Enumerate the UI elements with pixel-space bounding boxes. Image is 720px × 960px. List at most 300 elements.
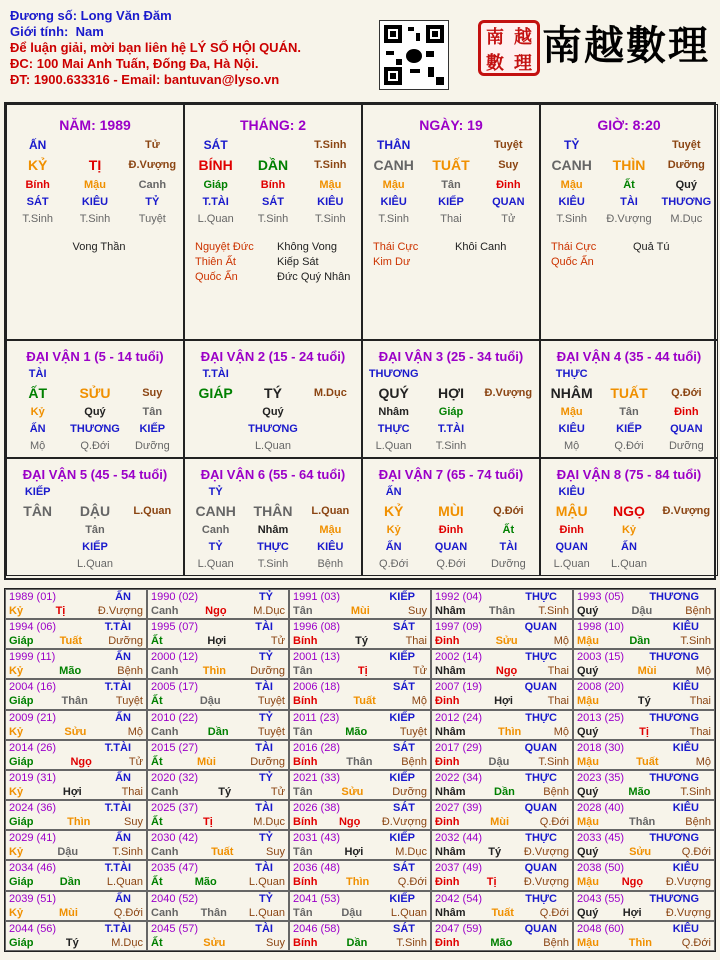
pillar-title: NĂM: 1989 bbox=[59, 117, 131, 133]
year-label: 2043 (55) bbox=[577, 892, 625, 905]
year-stem: Đinh bbox=[435, 816, 460, 829]
year-branch: Hợi bbox=[344, 846, 364, 859]
year-stem: Bính bbox=[293, 936, 318, 949]
year-god: KIÊU bbox=[672, 741, 699, 754]
year-branch: Thân bbox=[488, 605, 516, 617]
hidden-god: SÁT bbox=[261, 196, 284, 208]
year-phase: Mộ bbox=[695, 665, 711, 678]
hidden-phase: Tuyệt bbox=[138, 213, 166, 225]
year-branch: Mão bbox=[194, 876, 217, 889]
stem-branch: CANH bbox=[551, 157, 592, 173]
dv-hidden-god bbox=[658, 539, 715, 556]
dv-hidden-god bbox=[480, 421, 537, 438]
stem-branch: TUẤT bbox=[432, 157, 470, 173]
year-cell[interactable] bbox=[289, 710, 431, 740]
year-label: 2048 (60) bbox=[577, 922, 625, 935]
year-cell[interactable] bbox=[573, 830, 715, 860]
year-branch: Mùi bbox=[637, 665, 657, 678]
year-phase: Q.Đới bbox=[539, 816, 569, 829]
year-branch: Sửu bbox=[629, 846, 652, 859]
year-branch: Thìn bbox=[498, 725, 522, 738]
year-cell[interactable] bbox=[147, 619, 289, 649]
god-label bbox=[244, 137, 301, 154]
dv-hidden-stem: Nhâm bbox=[257, 524, 289, 536]
year-phase: Tử bbox=[128, 755, 143, 768]
year-stem: Kỷ bbox=[9, 785, 24, 798]
year-label: 2003 (15) bbox=[577, 651, 625, 664]
year-branch: Thân bbox=[61, 695, 88, 708]
star-label: Quốc Ấn bbox=[551, 256, 594, 268]
year-phase: Thai bbox=[121, 785, 143, 798]
year-cell[interactable] bbox=[147, 860, 289, 890]
year-label: 1993 (05) bbox=[577, 591, 625, 603]
year-stem: Bính bbox=[293, 695, 318, 708]
dv-hidden-stem: Tân bbox=[619, 406, 639, 418]
dv-branch: TUẤT bbox=[610, 385, 648, 401]
year-stem: Tân bbox=[293, 725, 313, 738]
dai-van-cell[interactable] bbox=[540, 340, 718, 458]
year-label: 2040 (52) bbox=[151, 892, 199, 905]
dai-van-title: ĐẠI VẬN 2 (15 - 24 tuổi) bbox=[200, 349, 346, 364]
year-phase: Bệnh bbox=[117, 665, 143, 678]
year-cell[interactable] bbox=[431, 860, 573, 890]
year-phase: Đ.Vượng bbox=[381, 816, 427, 829]
year-cell[interactable] bbox=[5, 860, 147, 890]
year-god: THƯƠNG bbox=[649, 651, 699, 664]
year-god: THỰC bbox=[525, 651, 557, 664]
year-stem: Bính bbox=[293, 876, 318, 889]
year-branch: Mùi bbox=[350, 605, 370, 617]
year-branch: Ngọ bbox=[70, 755, 92, 768]
year-label: 2021 (33) bbox=[293, 771, 341, 784]
year-cell[interactable] bbox=[289, 679, 431, 709]
year-cell[interactable] bbox=[5, 679, 147, 709]
year-label: 2044 (56) bbox=[9, 922, 57, 935]
dv-hidden-phase: Mộ bbox=[564, 440, 580, 452]
dv-god bbox=[66, 366, 123, 383]
dv-god: ẤN bbox=[385, 486, 402, 498]
phase-label: Dưỡng bbox=[667, 159, 705, 171]
year-branch: Hợi bbox=[62, 785, 82, 798]
year-cell[interactable] bbox=[147, 800, 289, 830]
year-stem: Nhâm bbox=[435, 906, 466, 919]
year-phase: Dưỡng bbox=[392, 785, 427, 798]
hidden-stem: Bính bbox=[260, 179, 286, 191]
year-cell[interactable] bbox=[431, 770, 573, 800]
dv-hidden-stem bbox=[480, 404, 537, 421]
year-cell[interactable] bbox=[289, 860, 431, 890]
hidden-god: T.TÀI bbox=[202, 196, 229, 208]
year-stem: Tân bbox=[293, 846, 313, 859]
year-label: 2032 (44) bbox=[435, 832, 483, 845]
year-stem: Tân bbox=[293, 605, 313, 617]
year-branch: Ngọ bbox=[205, 605, 227, 617]
dv-god bbox=[66, 484, 123, 501]
year-cell[interactable] bbox=[289, 770, 431, 800]
dai-van-cell[interactable] bbox=[6, 458, 184, 576]
year-god: TỶ bbox=[258, 651, 273, 664]
year-stem: Canh bbox=[151, 906, 179, 919]
dv-hidden-phase bbox=[124, 556, 181, 573]
dv-hidden-stem: Nhâm bbox=[378, 406, 409, 418]
year-phase: Thai bbox=[689, 695, 711, 708]
year-god: KIÊU bbox=[672, 681, 699, 694]
year-cell[interactable] bbox=[147, 740, 289, 770]
dv-hidden-god: ẤN bbox=[385, 541, 402, 553]
dv-hidden-god: QUAN bbox=[555, 541, 588, 553]
contact-line-3: ĐT: 1900.633316 - Email: bantuvan@lyso.vn bbox=[10, 72, 280, 87]
year-phase: Q.Đới bbox=[681, 846, 711, 859]
year-cell[interactable] bbox=[573, 619, 715, 649]
year-god: THƯƠNG bbox=[649, 892, 699, 905]
dv-branch: MÙI bbox=[438, 503, 464, 519]
year-cell[interactable] bbox=[289, 589, 431, 619]
star-label: Đức Quý Nhân bbox=[277, 271, 351, 283]
year-phase: Tuyệt bbox=[115, 695, 143, 708]
year-cell[interactable] bbox=[5, 740, 147, 770]
year-phase: Thai bbox=[547, 665, 569, 678]
year-phase: Bệnh bbox=[543, 785, 569, 798]
year-cell[interactable] bbox=[147, 589, 289, 619]
year-label: 1992 (04) bbox=[435, 591, 483, 603]
pillar-title: THÁNG: 2 bbox=[239, 117, 307, 133]
dv-branch: TÝ bbox=[264, 385, 282, 401]
year-cell[interactable] bbox=[147, 649, 289, 679]
year-god: TÀI bbox=[255, 862, 273, 875]
year-god: KIÊU bbox=[672, 621, 699, 634]
contact-line-2: ĐC: 100 Mai Anh Tuấn, Đống Đa, Hà Nội. bbox=[10, 56, 259, 71]
dv-god bbox=[124, 484, 181, 501]
year-cell[interactable] bbox=[289, 830, 431, 860]
dai-van-cell[interactable] bbox=[362, 340, 540, 458]
dv-hidden-god: KIÊU bbox=[558, 423, 585, 435]
year-label: 2033 (45) bbox=[577, 832, 625, 845]
hidden-god: KIÊU bbox=[558, 196, 585, 208]
year-stem: Ất bbox=[151, 695, 163, 708]
pillar-cell bbox=[540, 104, 718, 340]
year-phase: Đ.Vượng bbox=[665, 876, 711, 889]
year-cell[interactable] bbox=[5, 830, 147, 860]
year-label: 2024 (36) bbox=[9, 802, 57, 815]
year-cell[interactable] bbox=[431, 710, 573, 740]
dv-god: TÀI bbox=[28, 368, 47, 380]
year-branch: Tuất bbox=[636, 755, 659, 768]
year-stem: Quý bbox=[577, 725, 599, 738]
year-phase: Đ.Vượng bbox=[523, 846, 569, 859]
year-stem: Mậu bbox=[577, 695, 599, 708]
dv-god bbox=[302, 366, 359, 383]
year-god: SÁT bbox=[393, 621, 415, 634]
year-stem: Nhâm bbox=[435, 846, 466, 859]
year-god: ẤN bbox=[115, 591, 131, 603]
stem-branch: CANH bbox=[373, 157, 414, 173]
dv-branch: HỢI bbox=[438, 385, 464, 401]
year-branch: Sửu bbox=[64, 725, 87, 738]
year-label: 2030 (42) bbox=[151, 832, 199, 845]
year-cell[interactable] bbox=[289, 800, 431, 830]
year-stem: Đinh bbox=[435, 635, 460, 648]
year-cell[interactable] bbox=[289, 891, 431, 921]
dv-god bbox=[244, 484, 301, 501]
year-cell[interactable] bbox=[289, 921, 431, 951]
year-stem: Tân bbox=[293, 906, 313, 919]
god-label: T.Sinh bbox=[314, 139, 347, 151]
year-god: KIẾP bbox=[389, 771, 415, 784]
year-god: TÀI bbox=[255, 621, 273, 634]
year-branch: Sửu bbox=[203, 936, 226, 949]
year-branch: Mão bbox=[345, 725, 368, 738]
year-stem: Canh bbox=[151, 725, 179, 738]
year-cell[interactable] bbox=[573, 649, 715, 679]
year-stem: Quý bbox=[577, 605, 599, 617]
dv-hidden-phase: Bệnh bbox=[317, 558, 344, 570]
hidden-phase: T.Sinh bbox=[556, 213, 587, 225]
god-label: Tuyệt bbox=[672, 139, 701, 151]
hidden-stem: Ất bbox=[623, 179, 635, 191]
year-phase: Tử bbox=[412, 665, 427, 678]
dv-hidden-god: KIẾP bbox=[82, 541, 108, 553]
year-phase: Đ.Vượng bbox=[523, 876, 569, 889]
year-god: KIÊU bbox=[672, 862, 699, 875]
year-cell[interactable] bbox=[573, 589, 715, 619]
hidden-phase: T.Sinh bbox=[22, 213, 53, 225]
year-label: 2014 (26) bbox=[9, 741, 57, 754]
year-stem: Nhâm bbox=[435, 725, 466, 738]
year-branch: Tị bbox=[357, 665, 368, 678]
year-cell[interactable] bbox=[5, 649, 147, 679]
year-stem: Kỷ bbox=[9, 605, 24, 617]
hidden-stem: Giáp bbox=[203, 179, 228, 191]
dv-stem: TÂN bbox=[23, 503, 53, 519]
god-label bbox=[66, 137, 123, 154]
year-cell[interactable] bbox=[147, 679, 289, 709]
year-stem: Giáp bbox=[9, 635, 34, 648]
pillar-title: GIỜ: 8:20 bbox=[597, 117, 661, 133]
year-cell[interactable] bbox=[431, 921, 573, 951]
dv-hidden-phase: L.Quan bbox=[254, 440, 292, 452]
year-branch: Mão bbox=[490, 936, 513, 949]
year-branch: Dần bbox=[207, 725, 229, 738]
dv-hidden-god: ẤN bbox=[621, 541, 637, 553]
year-cell[interactable] bbox=[289, 649, 431, 679]
dv-hidden-stem: Canh bbox=[201, 524, 230, 536]
dv-hidden-god bbox=[124, 539, 181, 556]
dai-van-title: ĐẠI VẬN 8 (75 - 84 tuổi) bbox=[556, 467, 702, 482]
year-cell[interactable] bbox=[5, 891, 147, 921]
year-branch: Sửu bbox=[495, 635, 518, 648]
year-god: THỰC bbox=[525, 711, 557, 724]
year-cell[interactable] bbox=[431, 800, 573, 830]
stem-branch: TỊ bbox=[88, 157, 102, 173]
dv-hidden-stem bbox=[9, 522, 66, 539]
year-branch: Mão bbox=[59, 665, 82, 678]
year-phase: Suy bbox=[408, 605, 427, 617]
dv-hidden-god: THỰC bbox=[257, 541, 289, 553]
year-label: 2031 (43) bbox=[293, 832, 341, 845]
year-cell[interactable] bbox=[573, 800, 715, 830]
year-phase: T.Sinh bbox=[112, 846, 143, 859]
year-stem: Quý bbox=[577, 846, 599, 859]
hidden-stem: Bính bbox=[25, 179, 50, 191]
year-cell[interactable] bbox=[573, 679, 715, 709]
year-branch: Ngọ bbox=[621, 876, 644, 889]
dv-hidden-phase bbox=[302, 438, 359, 455]
year-god: QUAN bbox=[524, 741, 557, 754]
year-cell[interactable] bbox=[147, 830, 289, 860]
dai-van-title: ĐẠI VẬN 5 (45 - 54 tuổi) bbox=[22, 467, 168, 482]
year-cell[interactable] bbox=[147, 770, 289, 800]
year-cell[interactable] bbox=[431, 891, 573, 921]
god-label: SÁT bbox=[203, 138, 228, 152]
dv-phase: Đ.Vượng bbox=[662, 505, 711, 517]
year-cell[interactable] bbox=[431, 589, 573, 619]
hidden-phase: Thai bbox=[440, 213, 462, 225]
hidden-stem: Tân bbox=[441, 179, 461, 191]
year-label: 2007 (19) bbox=[435, 681, 483, 694]
hidden-stem: Canh bbox=[138, 179, 167, 191]
year-label: 2029 (41) bbox=[9, 832, 57, 845]
star-label: Thái Cực bbox=[551, 241, 597, 253]
year-god: T.TÀI bbox=[104, 741, 131, 754]
year-label: 2004 (16) bbox=[9, 681, 57, 694]
year-cell[interactable] bbox=[289, 619, 431, 649]
year-label: 2035 (47) bbox=[151, 862, 199, 875]
year-cell[interactable] bbox=[147, 891, 289, 921]
year-branch: Tuất bbox=[59, 635, 83, 648]
year-cell[interactable] bbox=[289, 740, 431, 770]
year-stem: Kỷ bbox=[9, 906, 24, 919]
dv-hidden-stem: Giáp bbox=[438, 406, 464, 418]
year-stem: Ất bbox=[151, 635, 163, 648]
year-cell[interactable] bbox=[5, 589, 147, 619]
year-cell[interactable] bbox=[147, 710, 289, 740]
hidden-god: KIÊU bbox=[317, 196, 344, 208]
year-cell[interactable] bbox=[5, 921, 147, 951]
name-label: Đương số: bbox=[10, 8, 78, 23]
year-branch: Thìn bbox=[202, 665, 226, 678]
year-god: ẤN bbox=[115, 711, 131, 724]
year-label: 2036 (48) bbox=[293, 862, 341, 875]
dv-hidden-phase: Q.Đới bbox=[80, 440, 110, 452]
dai-van-cell[interactable] bbox=[6, 340, 184, 458]
year-god: ẤN bbox=[115, 771, 131, 784]
year-god: T.TÀI bbox=[104, 922, 131, 935]
year-cell[interactable] bbox=[5, 800, 147, 830]
year-stem: Bính bbox=[293, 816, 318, 829]
year-cell[interactable] bbox=[431, 649, 573, 679]
dai-van-cell[interactable] bbox=[184, 340, 362, 458]
dv-hidden-stem: Quý bbox=[84, 406, 106, 418]
year-label: 2006 (18) bbox=[293, 681, 341, 694]
year-stem: Nhâm bbox=[435, 665, 466, 678]
year-label: 2015 (27) bbox=[151, 741, 199, 754]
phase-label: Đ.Vượng bbox=[128, 159, 177, 171]
year-cell[interactable] bbox=[5, 619, 147, 649]
year-phase: T.Sinh bbox=[680, 635, 711, 648]
dv-hidden-god: TÀI bbox=[499, 541, 518, 553]
dv-god: KIẾP bbox=[24, 486, 51, 498]
year-cell[interactable] bbox=[431, 830, 573, 860]
dai-van-cell[interactable] bbox=[184, 458, 362, 576]
year-phase: M.Dục bbox=[253, 816, 285, 829]
year-phase: Tuyệt bbox=[399, 725, 427, 738]
name-value: Long Văn Đăm bbox=[80, 8, 172, 23]
year-branch: Dần bbox=[494, 785, 515, 798]
year-cell[interactable] bbox=[5, 710, 147, 740]
dai-van-title: ĐẠI VẬN 4 (35 - 44 tuổi) bbox=[556, 349, 702, 364]
year-phase: L.Quan bbox=[390, 906, 427, 919]
year-cell[interactable] bbox=[573, 921, 715, 951]
dv-hidden-god: THỰC bbox=[377, 423, 410, 435]
year-god: TÀI bbox=[255, 741, 273, 754]
dai-van-cell[interactable] bbox=[362, 458, 540, 576]
year-label: 2020 (32) bbox=[151, 771, 199, 784]
phase-label: Suy bbox=[498, 159, 519, 171]
dv-god: KIÊU bbox=[558, 486, 585, 498]
year-cell[interactable] bbox=[5, 770, 147, 800]
year-cell[interactable] bbox=[431, 679, 573, 709]
year-cell[interactable] bbox=[431, 619, 573, 649]
year-label: 1991 (03) bbox=[293, 591, 341, 603]
header-info bbox=[10, 8, 301, 88]
hidden-phase: T.Sinh bbox=[315, 213, 346, 225]
qr-code-icon[interactable] bbox=[379, 20, 449, 90]
year-cell[interactable] bbox=[573, 860, 715, 890]
year-cell[interactable] bbox=[573, 891, 715, 921]
year-stem: Đinh bbox=[435, 936, 460, 949]
dv-hidden-god bbox=[302, 421, 359, 438]
dv-hidden-god bbox=[187, 421, 244, 438]
dv-god bbox=[480, 484, 537, 501]
year-grid bbox=[4, 588, 716, 952]
year-label: 2010 (22) bbox=[151, 711, 199, 724]
dai-van-title: ĐẠI VẬN 1 (5 - 14 tuổi) bbox=[26, 349, 164, 364]
dv-god bbox=[422, 366, 479, 383]
dv-stem: ẤT bbox=[28, 385, 47, 401]
year-god: TÀI bbox=[255, 802, 273, 815]
dv-hidden-god: KIẾP bbox=[139, 423, 166, 435]
dv-god bbox=[244, 366, 301, 383]
year-god: QUAN bbox=[524, 862, 557, 875]
pillar-cell bbox=[184, 104, 362, 340]
god-label: Tuyệt bbox=[494, 139, 523, 151]
year-phase: Suy bbox=[266, 846, 285, 859]
year-god: QUAN bbox=[524, 621, 557, 634]
hidden-god: QUAN bbox=[492, 196, 525, 208]
year-phase: L.Quan bbox=[248, 876, 285, 889]
god-label: Tử bbox=[144, 139, 160, 151]
year-cell[interactable] bbox=[431, 740, 573, 770]
dv-hidden-stem: Đinh bbox=[674, 406, 699, 418]
year-label: 2012 (24) bbox=[435, 711, 483, 724]
dv-hidden-god: QUAN bbox=[670, 423, 703, 435]
year-phase: Suy bbox=[124, 816, 143, 829]
year-phase: Dưỡng bbox=[108, 635, 143, 648]
year-cell[interactable] bbox=[573, 710, 715, 740]
year-stem: Tân bbox=[293, 785, 313, 798]
year-branch: Tý bbox=[637, 695, 651, 708]
year-cell[interactable] bbox=[147, 921, 289, 951]
dv-stem: NHÂM bbox=[550, 385, 593, 401]
hidden-phase: Tử bbox=[501, 213, 516, 225]
dai-van-cell[interactable] bbox=[540, 458, 718, 576]
dv-hidden-god: THƯƠNG bbox=[70, 423, 120, 435]
year-cell[interactable] bbox=[573, 770, 715, 800]
year-cell[interactable] bbox=[573, 740, 715, 770]
year-branch: Hợi bbox=[207, 635, 227, 648]
year-label: 2034 (46) bbox=[9, 862, 57, 875]
year-label: 1989 (01) bbox=[9, 591, 57, 603]
